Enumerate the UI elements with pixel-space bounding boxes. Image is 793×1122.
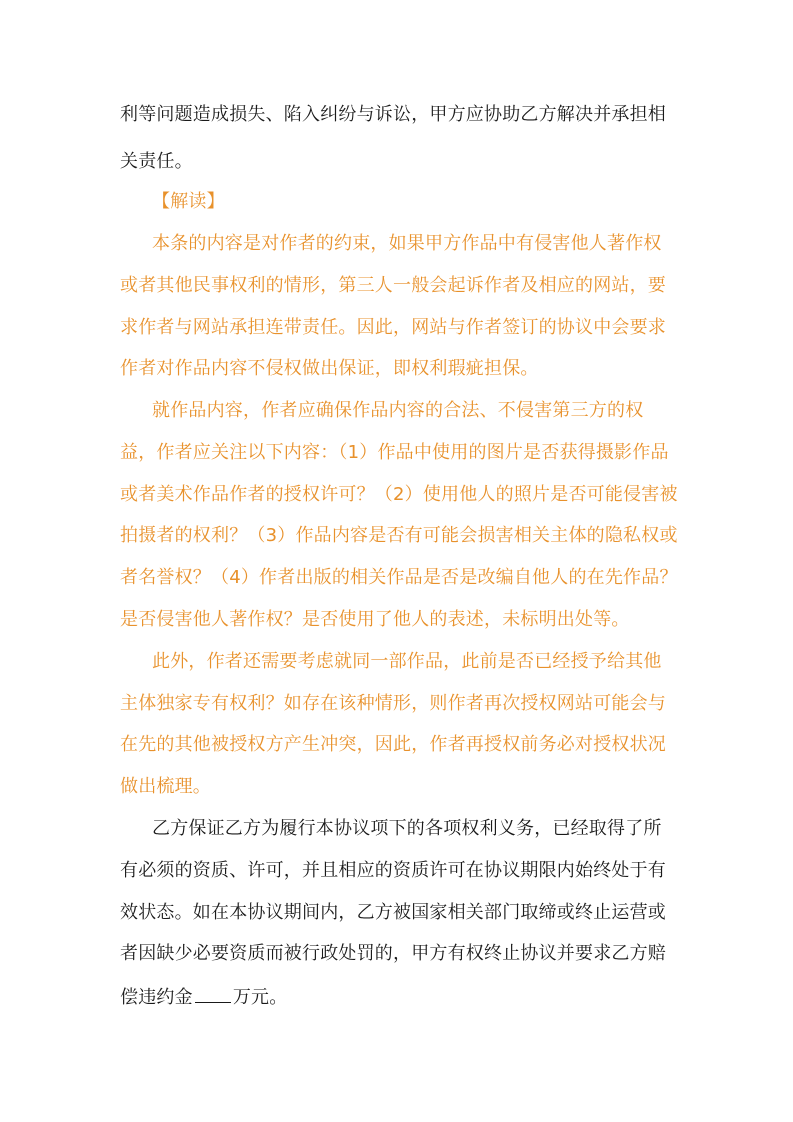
clause-line-2: 有必须的资质、许可，并且相应的资质许可在协议期限内始终处于有 bbox=[120, 860, 666, 881]
clause-line-5 bbox=[120, 984, 287, 1010]
interp-p1-line-3: 求作者与网站承担连带责任。因此，网站与作者签订的协议中会要求 bbox=[120, 317, 666, 338]
interp-p3-line-2: 主体独家专有权利？如存在该种情形，则作者再次授权网站可能会与 bbox=[120, 693, 666, 714]
clause-penalty-prefix: 偿违约金 bbox=[120, 987, 193, 1008]
penalty-amount-blank bbox=[195, 984, 231, 1003]
interp-p1-line-2: 或者其他民事权利的情形，第三人一般会起诉作者及相应的网站，要 bbox=[120, 275, 666, 296]
interp-p3-line-4: 做出梳理。 bbox=[120, 776, 211, 797]
clause-line-4: 者因缺少必要资质而被行政处罚的，甲方有权终止协议并要求乙方赔 bbox=[120, 943, 666, 964]
intro-line-2: 关责任。 bbox=[120, 151, 193, 172]
interp-p3-line-1: 此外，作者还需要考虑就同一部作品，此前是否已经授予给其他 bbox=[152, 651, 662, 672]
interp-p2-line-4: 拍摄者的权利？（3）作品内容是否有可能会损害相关主体的隐私权或 bbox=[120, 525, 678, 546]
intro-line-1: 利等问题造成损失、陷入纠纷与诉讼，甲方应协助乙方解决并承担相 bbox=[120, 104, 666, 125]
clause-penalty-suffix: 万元。 bbox=[232, 987, 288, 1008]
interp-p2-line-2: 益，作者应关注以下内容：（1）作品中使用的图片是否获得摄影作品 bbox=[120, 442, 669, 463]
interp-p2-line-3: 或者美术作品作者的授权许可？（2）使用他人的照片是否可能侵害被 bbox=[120, 484, 678, 505]
interp-p3-line-3: 在先的其他被授权方产生冲突，因此，作者再授权前务必对授权状况 bbox=[120, 734, 666, 755]
interpretation-heading: 【解读】 bbox=[152, 191, 225, 212]
interp-p2-line-1: 就作品内容，作者应确保作品内容的合法、不侵害第三方的权 bbox=[152, 400, 644, 421]
interp-p2-line-5: 者名誉权？（4）作者出版的相关作品是否是改编自他人的在先作品？ bbox=[120, 567, 678, 588]
interp-p1-line-1: 本条的内容是对作者的约束，如果甲方作品中有侵害他人著作权 bbox=[152, 233, 662, 254]
interp-p1-line-4: 作者对作品内容不侵权做出保证，即权利瑕疵担保。 bbox=[120, 358, 539, 379]
clause-line-1: 乙方保证乙方为履行本协议项下的各项权利义务，已经取得了所 bbox=[152, 818, 662, 839]
interp-p2-line-6: 是否侵害他人著作权？是否使用了他人的表述，未标明出处等。 bbox=[120, 609, 630, 630]
clause-line-3: 效状态。如在本协议期间内，乙方被国家相关部门取缔或终止运营或 bbox=[120, 902, 666, 923]
